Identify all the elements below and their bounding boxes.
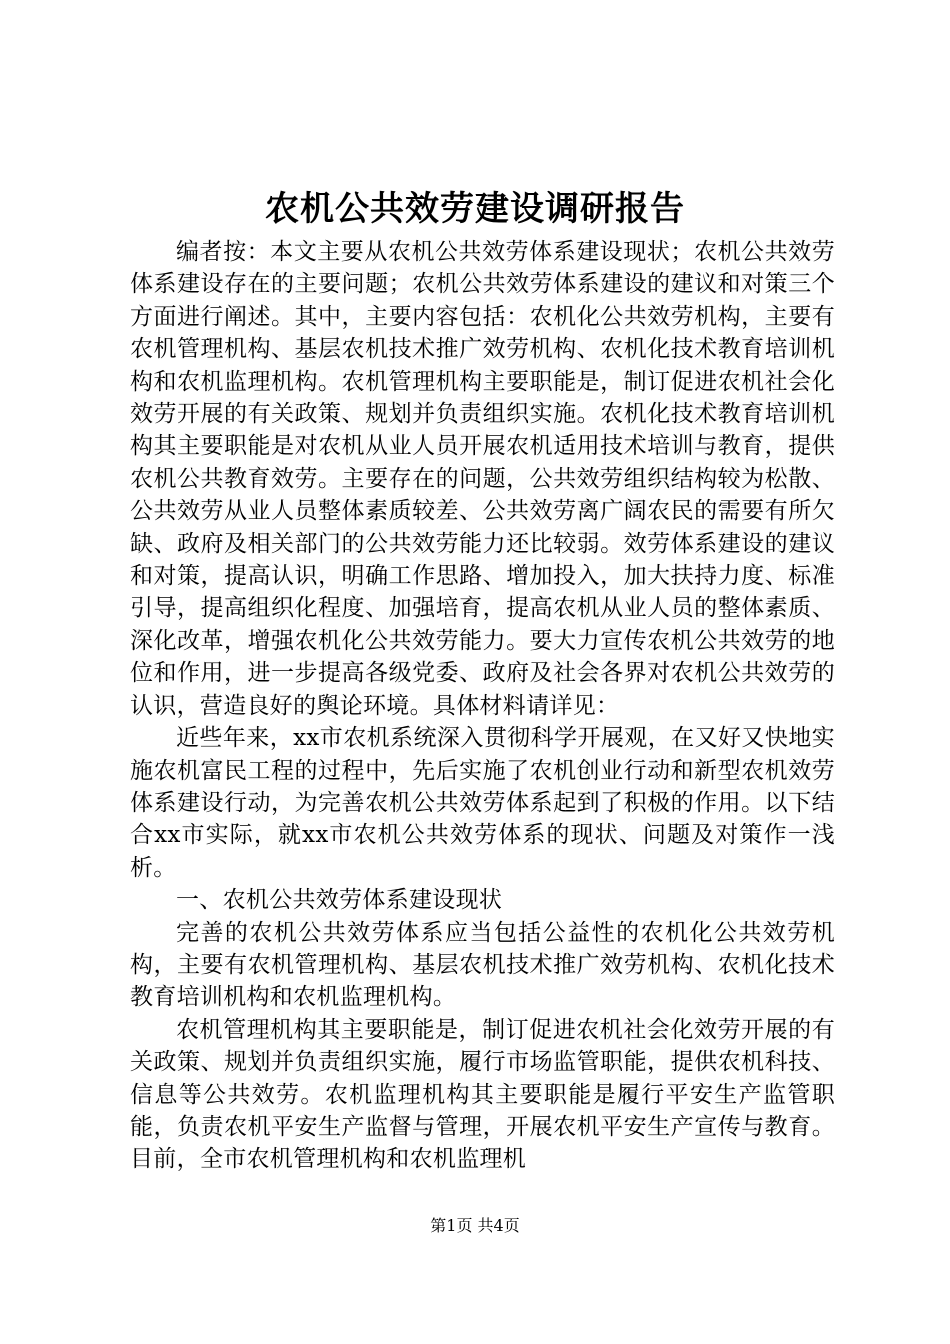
intro-paragraph: 近些年来，xx市农机系统深入贯彻科学开展观，在又好又快地实施农机富民工程的过程中，先后实施了农机创业行动和新型农机效劳体系建设行动，为完善农机公共效劳体系起到了积极的作用。以下结合xx市实际，就xx市农机公共效劳体系的现状、问题及对策作一浅析。: [130, 725, 835, 881]
body-paragraph: 完善的农机公共效劳体系应当包括公益性的农机化公共效劳机构，主要有农机管理机构、基层农机技术推广效劳机构、农机化技术教育培训机构和农机监理机构。: [130, 919, 835, 1011]
body-paragraph: 农机管理机构其主要职能是，制订促进农机社会化效劳开展的有关政策、规划并负责组织实施，履行市场监管职能，提供农机科技、信息等公共效劳。农机监理机构其主要职能是履行平安生产监管职能，负责农机平安生产监督与管理，开展农机平安生产宣传与教育。目前，全市农机管理机构和农机监理机: [130, 1016, 835, 1173]
editor-note-paragraph: 编者按：本文主要从农机公共效劳体系建设现状；农机公共效劳体系建设存在的主要问题；农机公共效劳体系建设的建议和对策三个方面进行阐述。其中，主要内容包括：农机化公共效劳机构，主要有农机管理机构、基层农机技术推广效劳机构、农机化技术教育培训机构和农机监理机构。农机管理机构主要职能是，制订促进农机社会化效劳开展的有关政策、规划并负责组织实施。农机化技术教育培训机构其主要职能是对农机从业人员开展农机适用技术培训与教育，提供农机公共教育效劳。主要存在的问题，公共效劳组织结构较为松散、公共效劳从业人员整体素质较差、公共效劳离广阔农民的需要有所欠缺、政府及相关部门的公共效劳能力还比较弱。效劳体系建设的建议和对策，提高认识，明确工作思路、增加投入，加大扶持力度、标准引导，提高组织化程度、加强培育，提高农机从业人员的整体素质、深化改革，增强农机化公共效劳能力。要大力宣传农机公共效劳的地位和作用，进一步提高各级党委、政府及社会各界对农机公共效劳的认识，营造良好的舆论环境。具体材料请详见：: [130, 239, 835, 719]
document-body: [130, 236, 835, 1176]
document-title: 农机公共效劳建设调研报告: [265, 189, 685, 229]
page-number-footer: 第1页 共4页: [430, 1216, 520, 1235]
section-heading: 一、农机公共效劳体系建设现状: [176, 887, 503, 914]
